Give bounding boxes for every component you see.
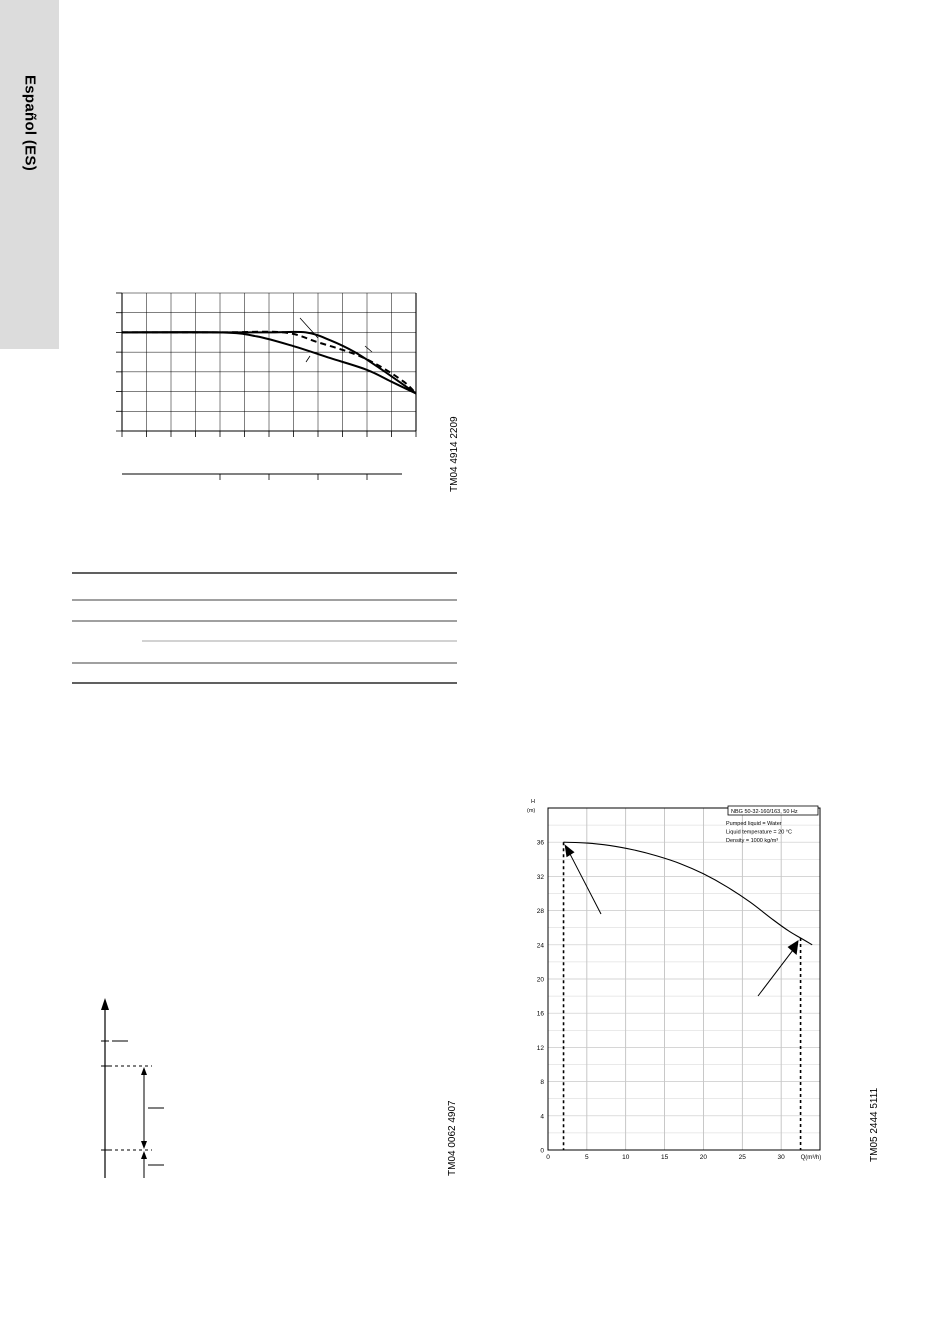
range-arrowhead-up — [141, 1067, 147, 1075]
y-tick-label: 8 — [540, 1079, 544, 1087]
level-diagram — [90, 990, 210, 1190]
pump-curve-chart — [520, 800, 840, 1170]
y-axis-label: H — [531, 799, 535, 805]
side-language-tab — [0, 0, 59, 349]
chart-annotation: Density = 1000 kg/m³ — [726, 838, 779, 844]
figure-code-1: TM04 4914 2209 — [449, 416, 460, 492]
chart-title: NBG 50-32-160/163, 50 Hz — [731, 809, 798, 815]
y-tick-label: 0 — [540, 1147, 544, 1155]
marker-arrow — [758, 948, 795, 996]
x-tick-label: 10 — [622, 1154, 630, 1161]
y-tick-label: 20 — [536, 976, 544, 984]
x-tick-label: 0 — [546, 1154, 550, 1161]
range-arrowhead-down — [141, 1141, 147, 1149]
y-tick-label: 28 — [536, 908, 544, 916]
side-tab-label: Español (ES) — [21, 74, 39, 172]
x-tick-label: 30 — [777, 1154, 785, 1161]
figure-code-3: TM05 2444 5111 — [869, 1087, 880, 1162]
y-axis-unit: (m) — [527, 808, 536, 814]
y-tick-label: 24 — [536, 942, 544, 950]
chart-annotation: Liquid temperature = 20 °C — [726, 829, 792, 836]
y-tick-label: 32 — [536, 873, 544, 881]
y-tick-label: 4 — [540, 1113, 544, 1121]
lower-arrowhead — [141, 1151, 147, 1159]
x-tick-label: 5 — [585, 1154, 589, 1161]
chart-1 — [110, 290, 430, 490]
callout-line — [365, 346, 372, 352]
x-tick-label: 20 — [699, 1154, 708, 1161]
axis-arrowhead — [101, 998, 109, 1010]
callout-line — [306, 356, 310, 362]
marker-arrowhead — [565, 844, 575, 857]
callout-line — [300, 318, 318, 338]
figure-code-2: TM04 0062 4907 — [447, 1100, 458, 1176]
y-tick-label: 16 — [536, 1010, 544, 1018]
x-tick-label: 25 — [738, 1154, 746, 1161]
x-axis-label: Q(m³/h) — [800, 1155, 822, 1161]
y-tick-label: 12 — [536, 1044, 544, 1052]
marker-arrowhead — [788, 940, 799, 955]
y-tick-label: 36 — [536, 839, 544, 847]
chart-annotation: Pumped liquid = Water — [726, 821, 782, 827]
table-rules — [70, 568, 460, 688]
x-tick-label: 15 — [660, 1154, 669, 1161]
marker-arrow — [569, 851, 601, 914]
